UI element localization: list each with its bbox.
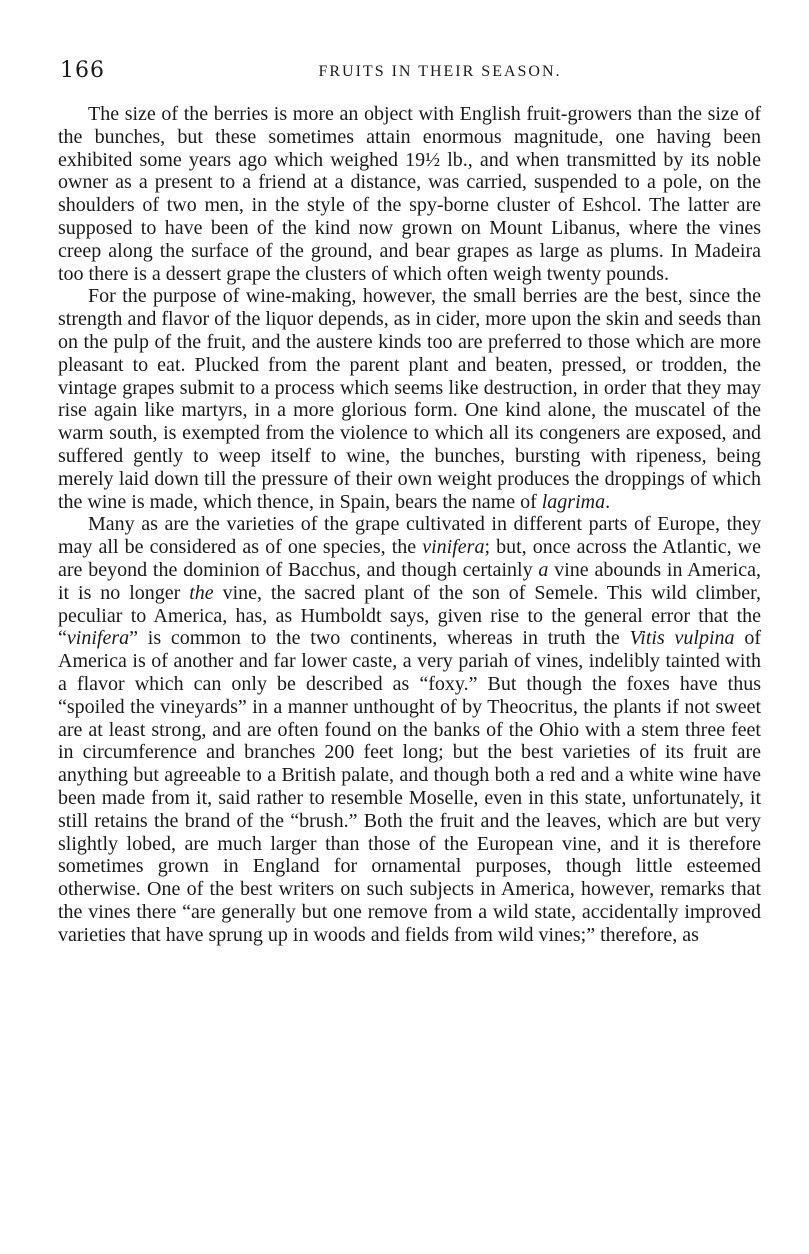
body-text xyxy=(58,103,761,946)
text-run: Many as are the varieties of the grape cultivated in different parts of Europe, they may all be considered as of one species, the xyxy=(58,513,761,559)
italic-term-vitis-vulpina: Vitis vulpina xyxy=(629,627,735,650)
paragraph-wine-making xyxy=(58,285,761,513)
italic-term-vinifera-quoted: vinifera xyxy=(66,627,130,650)
text-run: For the purpose of wine-making, however, the small berries are the best, since the strength and flavor of the liquor depends, as in cider, more upon the skin and seeds than on the pulp of the fruit, and the austere kinds too are preferred to those which are more pleasant to eat. Plucked from the parent plant and beaten, pressed, or trodden, the vintage grapes submit to a process which seems like destruction, in order that they may rise again like martyrs, in a more glorious form. One kind alone, the muscatel of the warm south, is exempted from the violence to which all its congeners are exposed, and suffered gently to weep itself to wine, the bunches, bursting with ripeness, being merely laid down till the pressure of their own weight produces the droppings of which the wine is made, which thence, in Spain, bears the name of xyxy=(58,285,761,513)
text-run: vine abounds in America, it is no longer xyxy=(58,558,761,604)
text-run: ; but, once across the Atlantic, we are beyond the dominion of Bacchus, and though certainly xyxy=(58,536,762,581)
page-number: 166 xyxy=(60,58,105,83)
text-run: . xyxy=(605,490,611,513)
italic-term-a: a xyxy=(538,558,549,581)
text-run: vine, the sacred plant of the son of Semele. This wild climber, peculiar to America, has, as Humboldt says, given rise to the general error that the “ xyxy=(58,581,762,650)
running-title: FRUITS IN THEIR SEASON. xyxy=(318,63,562,80)
page-header xyxy=(60,58,760,86)
italic-term-vinifera: vinifera xyxy=(422,536,485,559)
text-run: of America is of another and far lower caste, a very pariah of vines, indelibly tainted with a flavor which can only be described as “foxy.” But though the foxes have thus “spoiled the vineyards” in a manner unthought of by Theocritus, the plants if not sweet are at least strong, and are often found on the banks of the Ohio with a stem three feet in circumference and branches 200 feet long; but the best varieties of its fruit are anything but agreeable to a British palate, and though both a red and a white wine have been made from it, said rather to resemble Moselle, even in this state, unfortunately, it still retains the brand of the “brush.” Both the fruit and the leaves, which are but very slightly lobed, are much larger than those of the European vine, and it is therefore sometimes grown in England for ornamental purposes, though little esteemed otherwise. One of the best writers on such subjects in America, however, remarks that the vines there “are generally but one remove from a wild state, accidentally improved varieties that have sprung up in woods and fields from wild vines;” therefore, as xyxy=(58,627,762,946)
text-run: The size of the berries is more an object with English fruit-growers than the size of the bunches, but these sometimes attain enormous magnitude, one having been exhibited some years ago which weighed 19½ lb., and when transmitted by its noble owner as a present to a friend at a distance, was carried, suspended to a pole, on the shoulders of two men, in the style of the spy-borne cluster of Eshcol. The latter are supposed to have been of the kind now grown on Mount Libanus, where the vines creep along the surface of the ground, and bear grapes as large as plums. In Madeira too there is a dessert grape the clusters of which often weigh twenty pounds. xyxy=(58,103,761,285)
italic-term-the: the xyxy=(189,581,214,604)
paragraph-grape-varieties xyxy=(58,513,761,946)
text-run: ” is common to the two continents, whereas in truth the xyxy=(129,627,630,650)
italic-term-lagrima: lagrima xyxy=(541,490,606,513)
paragraph-berries-size xyxy=(58,103,761,285)
